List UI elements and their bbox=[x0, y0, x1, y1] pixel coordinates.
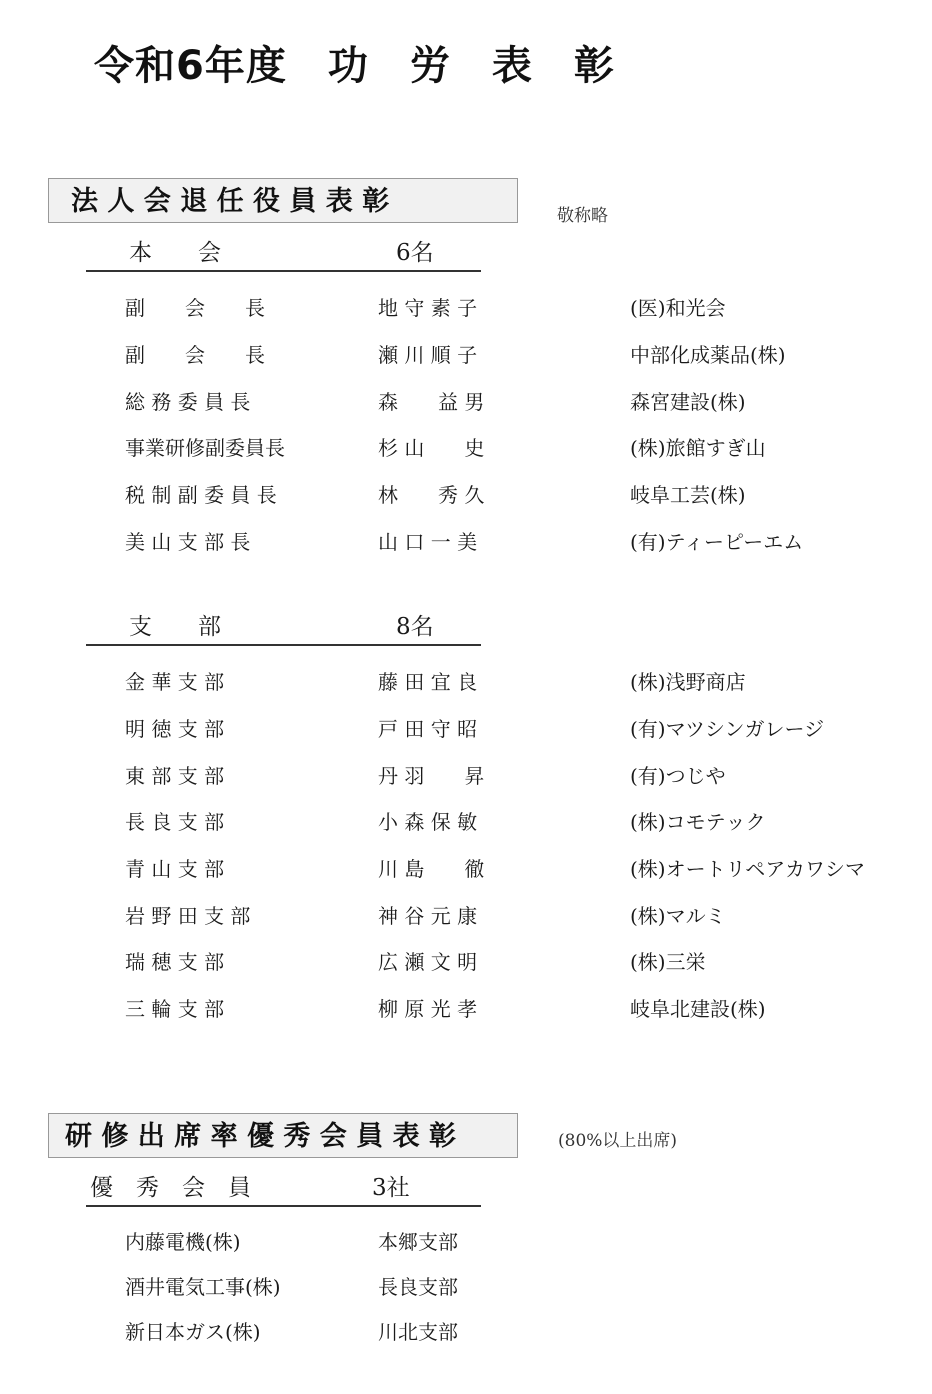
org-cell: (株)浅野商店 bbox=[630, 670, 746, 694]
name-cell: 杉 山 史 bbox=[378, 436, 485, 460]
role-cell: 明 徳 支 部 bbox=[125, 717, 225, 741]
table-row bbox=[0, 713, 932, 743]
group-header-shibu bbox=[86, 608, 481, 646]
member-row bbox=[0, 1226, 932, 1256]
name-cell: 広 瀬 文 明 bbox=[378, 950, 478, 974]
branch-cell: 本郷支部 bbox=[378, 1230, 458, 1254]
role-cell: 副 会 長 bbox=[125, 343, 265, 367]
name-cell: 瀬 川 順 子 bbox=[378, 343, 478, 367]
table-row bbox=[0, 760, 932, 790]
table-row bbox=[0, 853, 932, 883]
table-row bbox=[0, 386, 932, 416]
role-cell: 税 制 副 委 員 長 bbox=[125, 483, 277, 507]
name-cell: 小 森 保 敏 bbox=[378, 810, 478, 834]
table-row bbox=[0, 946, 932, 976]
org-cell: (株)旅館すぎ山 bbox=[630, 436, 766, 460]
member-row bbox=[0, 1316, 932, 1346]
org-cell: (医)和光会 bbox=[630, 296, 726, 320]
org-cell: (有)ティーピーエム bbox=[630, 530, 804, 554]
group-count: 8名 bbox=[396, 614, 434, 640]
name-cell: 川 島 徹 bbox=[378, 857, 485, 881]
group-name: 本 会 bbox=[129, 240, 221, 266]
org-cell: 森宮建設(株) bbox=[630, 390, 746, 414]
name-cell: 林 秀 久 bbox=[378, 483, 485, 507]
member-row bbox=[0, 1271, 932, 1301]
name-cell: 戸 田 守 昭 bbox=[378, 717, 478, 741]
role-cell: 金 華 支 部 bbox=[125, 670, 225, 694]
group-name: 支 部 bbox=[129, 614, 221, 640]
org-cell: (株)オートリペアカワシマ bbox=[630, 857, 866, 881]
name-cell: 地 守 素 子 bbox=[378, 296, 478, 320]
role-cell: 総 務 委 員 長 bbox=[125, 390, 251, 414]
branch-cell: 川北支部 bbox=[378, 1320, 458, 1344]
table-row bbox=[0, 432, 932, 462]
honorific-note: 敬称略 bbox=[557, 206, 608, 226]
role-cell: 瑞 穂 支 部 bbox=[125, 950, 225, 974]
table-row bbox=[0, 526, 932, 556]
org-cell: 中部化成薬品(株) bbox=[630, 343, 786, 367]
org-cell: (株)三栄 bbox=[630, 950, 706, 974]
page-title: 令和6年度 功 労 表 彰 bbox=[94, 43, 615, 89]
name-cell: 丹 羽 昇 bbox=[378, 764, 485, 788]
group-name: 優 秀 会 員 bbox=[90, 1175, 251, 1201]
org-cell: (有)つじや bbox=[630, 764, 726, 788]
table-row bbox=[0, 292, 932, 322]
name-cell: 柳 原 光 孝 bbox=[378, 997, 478, 1021]
name-cell: 山 口 一 美 bbox=[378, 530, 478, 554]
org-cell: (株)コモテック bbox=[630, 810, 766, 834]
group-header-honkai bbox=[86, 234, 481, 272]
role-cell: 青 山 支 部 bbox=[125, 857, 225, 881]
org-cell: (有)マツシンガレージ bbox=[630, 717, 825, 741]
org-cell: (株)マルミ bbox=[630, 904, 726, 928]
name-cell: 藤 田 宜 良 bbox=[378, 670, 478, 694]
name-cell: 神 谷 元 康 bbox=[378, 904, 478, 928]
role-cell: 東 部 支 部 bbox=[125, 764, 225, 788]
attendance-note: (80%以上出席) bbox=[558, 1131, 678, 1151]
table-row bbox=[0, 479, 932, 509]
member-cell: 酒井電気工事(株) bbox=[125, 1275, 281, 1299]
member-cell: 新日本ガス(株) bbox=[125, 1320, 261, 1344]
org-cell: 岐阜北建設(株) bbox=[630, 997, 766, 1021]
role-cell: 美 山 支 部 長 bbox=[125, 530, 251, 554]
group-header-excellent-members bbox=[86, 1169, 481, 1207]
role-cell: 副 会 長 bbox=[125, 296, 265, 320]
group-count: 6名 bbox=[396, 240, 434, 266]
member-cell: 内藤電機(株) bbox=[125, 1230, 241, 1254]
role-cell: 長 良 支 部 bbox=[125, 810, 225, 834]
group-count: 3社 bbox=[372, 1175, 410, 1201]
table-row bbox=[0, 806, 932, 836]
name-cell: 森 益 男 bbox=[378, 390, 485, 414]
branch-cell: 長良支部 bbox=[378, 1275, 458, 1299]
role-cell: 三 輪 支 部 bbox=[125, 997, 225, 1021]
table-row bbox=[0, 666, 932, 696]
org-cell: 岐阜工芸(株) bbox=[630, 483, 746, 507]
role-cell: 岩 野 田 支 部 bbox=[125, 904, 251, 928]
section-heading-attendance-award: 研 修 出 席 率 優 秀 会 員 表 彰 bbox=[48, 1113, 518, 1158]
role-cell: 事業研修副委員長 bbox=[125, 436, 285, 460]
table-row bbox=[0, 900, 932, 930]
section-heading-retired-officers: 法 人 会 退 任 役 員 表 彰 bbox=[48, 178, 518, 223]
table-row bbox=[0, 339, 932, 369]
table-row bbox=[0, 993, 932, 1023]
